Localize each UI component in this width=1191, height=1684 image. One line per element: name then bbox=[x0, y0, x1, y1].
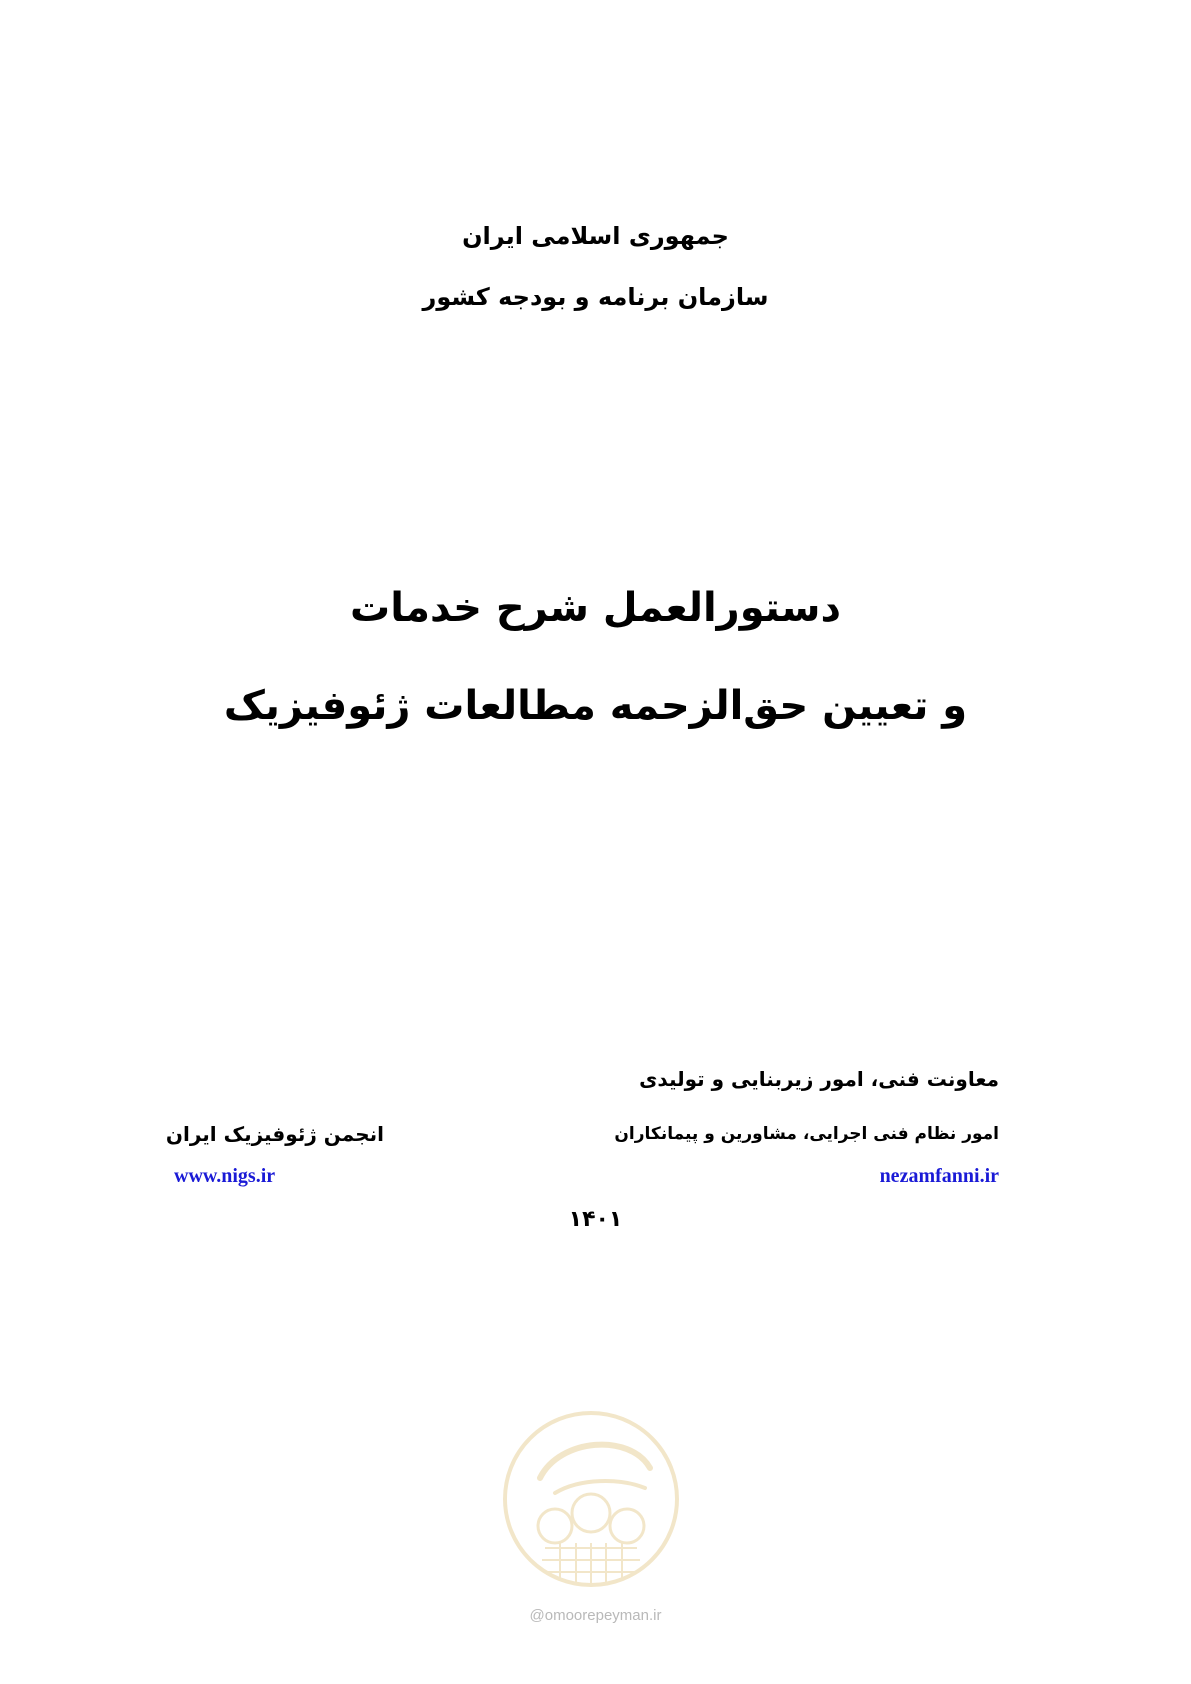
deputy-name: معاونت فنی، امور زیربنایی و تولیدی bbox=[639, 1067, 999, 1091]
watermark-caption: @omoorepeyman.ir bbox=[529, 1607, 662, 1624]
department-name: امور نظام فنی اجرایی، مشاورین و پیمانکاران bbox=[614, 1124, 999, 1144]
society-name: انجمن ژئوفیزیک ایران bbox=[165, 1122, 384, 1146]
publication-year: ۱۴۰۱ bbox=[568, 1207, 623, 1232]
document-title-line-1: دستورالعمل شرح خدمات bbox=[350, 585, 841, 631]
department-website-link[interactable]: nezamfanni.ir bbox=[879, 1165, 999, 1187]
omoore-peyman-logo-icon bbox=[500, 1408, 682, 1590]
country-name: جمهوری اسلامی ایران bbox=[462, 222, 729, 250]
organization-name: سازمان برنامه و بودجه کشور bbox=[422, 283, 769, 311]
document-title-line-2: و تعیین حق‌الزحمه مطالعات ژئوفیزیک bbox=[223, 683, 968, 729]
society-website-link[interactable]: www.nigs.ir bbox=[174, 1165, 276, 1187]
